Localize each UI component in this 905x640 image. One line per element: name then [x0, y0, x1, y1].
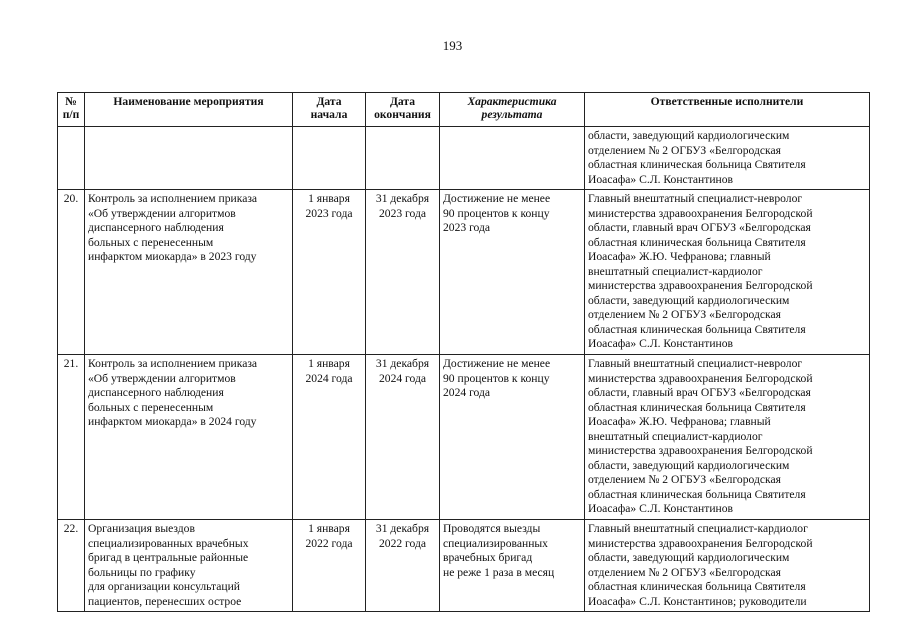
table-row: [58, 190, 870, 355]
cell-event-name: Контроль за исполнением приказа «Об утверждении алгоритмов диспансерного наблюдения больных с перенесенным инфарктом миокарда» в 2023 году: [85, 190, 293, 355]
cell-start-date: 1 января 2023 года: [293, 190, 366, 355]
cell-end-date: 31 декабря 2023 года: [366, 190, 440, 355]
cell-event-name: Организация выездов специализированных врачебных бригад в центральные районные больницы по графику для организации консультаций пациентов, перенесших острое: [85, 520, 293, 612]
table-row-continuation: [58, 127, 870, 190]
cell-responsible: Главный внештатный специалист-невролог министерства здравоохранения Белгородской области, главный врач ОГБУЗ «Белгородская областная клиническая больница Святителя Иоасафа» Ж.Ю. Чефранова; главный внештатный специалист-кардиолог министерства здравоохранения Белгородской области, заведующий кардиологическим отделением № 2 ОГБУЗ «Белгородская областная клиническая больница Святителя Иоасафа» С.Л. Константинов: [585, 190, 870, 355]
cell-end-date: 31 декабря 2024 года: [366, 355, 440, 520]
cell-number: 22.: [58, 520, 85, 612]
measures-table: [57, 92, 870, 612]
cell-start-date: 1 января 2022 года: [293, 520, 366, 612]
cell-event-name: Контроль за исполнением приказа «Об утверждении алгоритмов диспансерного наблюдения больных с перенесенным инфарктом миокарда» в 2024 году: [85, 355, 293, 520]
header-number: № п/п: [58, 93, 85, 127]
cell-result: Достижение не менее 90 процентов к концу 2023 года: [440, 190, 585, 355]
header-start-date: Дата начала: [293, 93, 366, 127]
cell-start-date: [293, 127, 366, 190]
cell-end-date: 31 декабря 2022 года: [366, 520, 440, 612]
table-header-row: [58, 93, 870, 127]
header-result: Характеристика результата: [440, 93, 585, 127]
table-row: [58, 355, 870, 520]
cell-number: 20.: [58, 190, 85, 355]
header-event-name: Наименование мероприятия: [85, 93, 293, 127]
cell-end-date: [366, 127, 440, 190]
cell-responsible: Главный внештатный специалист-кардиолог министерства здравоохранения Белгородской области, заведующий кардиологическим отделением № 2 ОГБУЗ «Белгородская областная клиническая больница Святителя Иоасафа» С.Л. Константинов; руководители: [585, 520, 870, 612]
page-number: 193: [442, 38, 463, 53]
cell-event-name: [85, 127, 293, 190]
cell-result: Достижение не менее 90 процентов к концу 2024 года: [440, 355, 585, 520]
cell-number: 21.: [58, 355, 85, 520]
cell-responsible: области, заведующий кардиологическим отделением № 2 ОГБУЗ «Белгородская областная клиническая больница Святителя Иоасафа» С.Л. Константинов: [585, 127, 870, 190]
header-responsible: Ответственные исполнители: [585, 93, 870, 127]
cell-result: Проводятся выезды специализированных врачебных бригад не реже 1 раза в месяц: [440, 520, 585, 612]
cell-number: [58, 127, 85, 190]
header-end-date: Дата окончания: [366, 93, 440, 127]
cell-start-date: 1 января 2024 года: [293, 355, 366, 520]
cell-responsible: Главный внештатный специалист-невролог министерства здравоохранения Белгородской области, главный врач ОГБУЗ «Белгородская областная клиническая больница Святителя Иоасафа» Ж.Ю. Чефранова; главный внештатный специалист-кардиолог министерства здравоохранения Белгородской области, заведующий кардиологическим отделением № 2 ОГБУЗ «Белгородская областная клиническая больница Святителя Иоасафа» С.Л. Константинов: [585, 355, 870, 520]
table-row: [58, 520, 870, 612]
cell-result: [440, 127, 585, 190]
